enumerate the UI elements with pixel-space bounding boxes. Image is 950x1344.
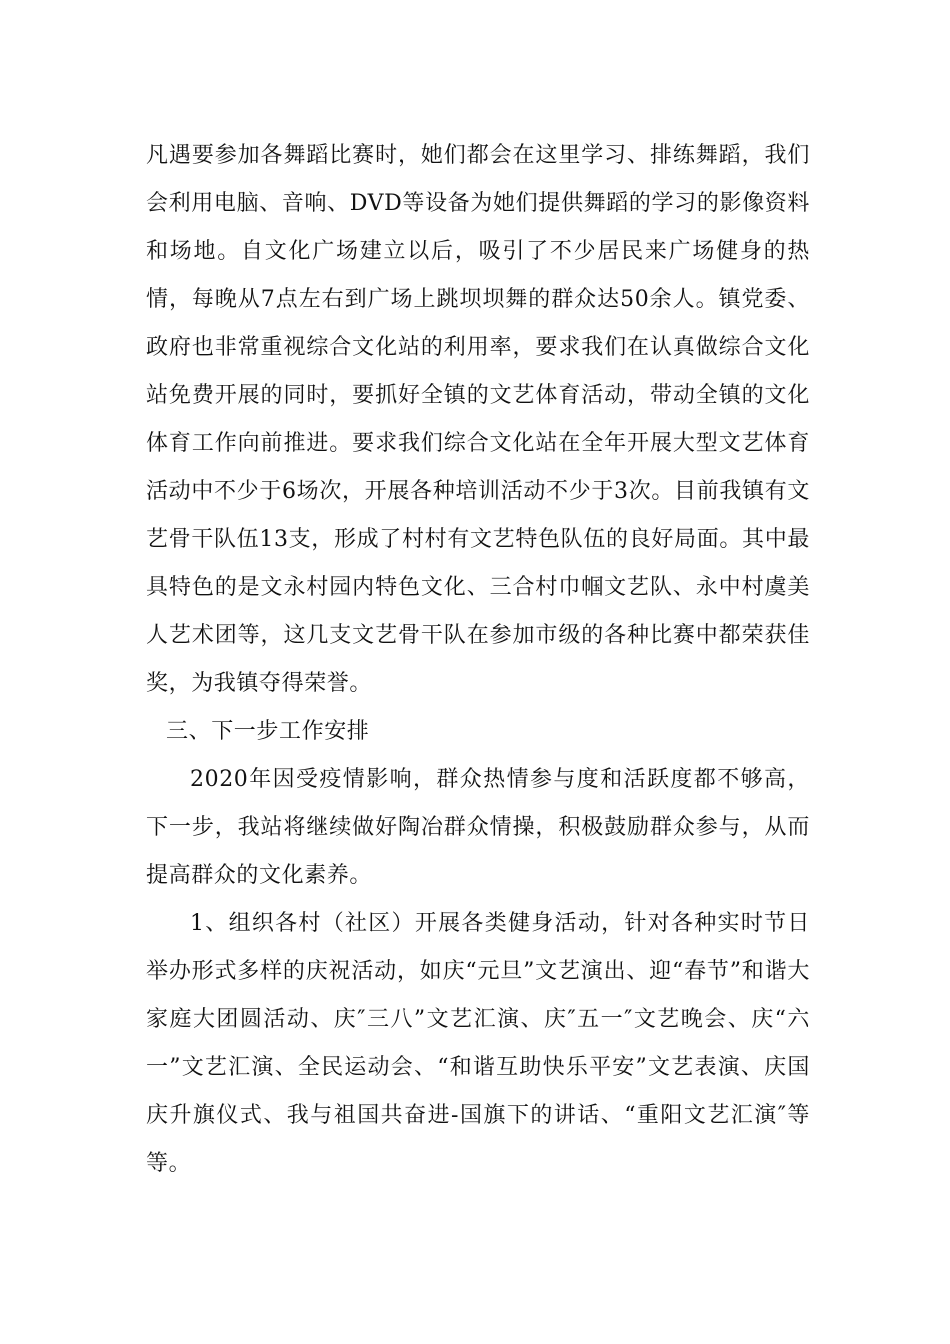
paragraph-cultural-station-activities: 凡遇要参加各舞蹈比赛时，她们都会在这里学习、排练舞蹈，我们会利用电脑、音响、DVD等设备为她们提供舞蹈的学习的影像资料和场地。自文化广场建立以后，吸引了不少居民来广场健身的热情，每晚从7点左右到广场上跳坝坝舞的群众达50余人。镇党委、政府也非常重视综合文化站的利用率，要求我们在认真做综合文化站免费开展的同时，要抓好全镇的文艺体育活动，带动全镇的文化体育工作向前推进。要求我们综合文化站在全年开展大型文艺体育活动中不少于6场次，开展各种培训活动不少于3次。目前我镇有文艺骨干队伍13支，形成了村村有文艺特色队伍的良好局面。其中最具特色的是文永村园内特色文化、三合村巾帼文艺队、永中村虞美人艺术团等，这几支文艺骨干队在参加市级的各种比赛中都荣获佳奖，为我镇夺得荣誉。 xyxy=(146,143,810,696)
paragraph-item-1-fitness-activities: 1、组织各村（社区）开展各类健身活动，针对各种实时节日举办形式多样的庆祝活动，如庆“元旦”文艺演出、迎“春节”和谐大家庭大团圆活动、庆″三八”文艺汇演、庆″五一″文艺晚会、庆“六一”文艺汇演、全民运动会、“和谐互助快乐平安”文艺表演、庆国庆升旗仪式、我与祖国共奋进-国旗下的讲话、“重阳文艺汇演″等等。 xyxy=(146,911,810,1176)
paragraph-next-step-plan: 2020年因受疫情影响，群众热情参与度和活跃度都不够高，下一步，我站将继续做好陶冶群众情操，积极鼓励群众参与，从而提高群众的文化素养。 xyxy=(146,767,810,888)
document-body xyxy=(146,132,810,1188)
section-heading-next-steps: 三、下一步工作安排 xyxy=(166,719,370,744)
